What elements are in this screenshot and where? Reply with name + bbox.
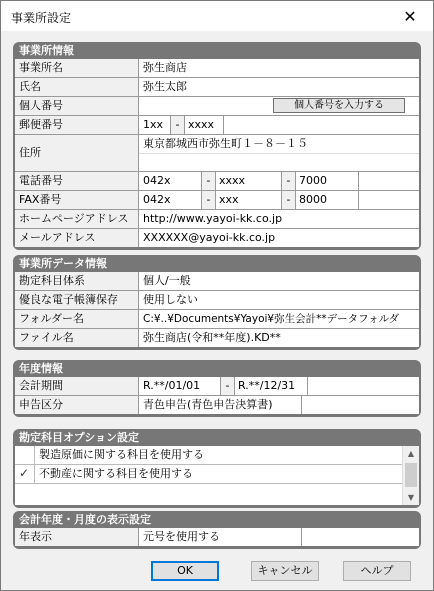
option-label-manufacturing: 製造原価に関する科目を使用する [39, 448, 204, 461]
scroll-thumb[interactable] [405, 463, 417, 487]
system-value: 個人/一般 [143, 274, 191, 287]
mail-label: メールアドレス [15, 229, 139, 247]
data-info-header: 事業所データ情報 [19, 257, 107, 270]
cancel-button[interactable]: キャンセル [251, 561, 319, 581]
fax-row [15, 191, 419, 210]
file-row [15, 329, 419, 347]
tel-last-field[interactable]: 7000 [295, 172, 359, 190]
mynumber-label: 個人番号 [15, 97, 139, 115]
enter-mynumber-button[interactable]: 個人番号を入力する [273, 98, 405, 113]
option-checkbox-realestate[interactable] [15, 465, 35, 483]
year-display-row [15, 528, 419, 546]
year-info-section [13, 360, 421, 417]
display-section [13, 511, 421, 549]
tel-middle-field[interactable]: xxxx [215, 172, 281, 190]
address-line2-field[interactable] [139, 153, 419, 154]
office-name-field[interactable]: 弥生商店 [143, 61, 187, 74]
options-list [15, 446, 419, 505]
zip-row [15, 116, 419, 135]
period-start: R.**/01/01 [143, 379, 201, 392]
return-row [15, 396, 419, 414]
address-row [15, 135, 419, 172]
mail-row [15, 229, 419, 247]
year-info-header: 年度情報 [19, 362, 63, 375]
title-bar [1, 1, 433, 31]
return-value: 青色申告(青色申告決算書) [140, 396, 302, 414]
office-info-header: 事業所情報 [19, 44, 74, 57]
check-icon: ✓ [19, 466, 30, 480]
fax-area-field[interactable]: 042x [143, 193, 171, 206]
office-info-section [13, 42, 421, 250]
folder-value: C:¥..¥Documents¥Yayoi¥弥生会計**データフォルダ [143, 313, 400, 325]
tel-area-field[interactable]: 042x [143, 174, 171, 187]
ok-button[interactable]: OK [151, 561, 219, 581]
office-info-grid [15, 59, 419, 247]
system-label: 勘定科目体系 [15, 272, 139, 290]
option-checkbox-manufacturing[interactable] [15, 446, 35, 464]
ebook-value: 使用しない [143, 293, 198, 306]
data-info-section [13, 255, 421, 350]
zip-label: 郵便番号 [15, 116, 139, 134]
file-label: ファイル名 [15, 329, 139, 347]
mynumber-row [15, 97, 419, 116]
ebook-label: 優良な電子帳簿保存 [15, 291, 139, 309]
tel-separator-2: - [281, 172, 295, 190]
tel-row [15, 172, 419, 191]
file-value: 弥生商店(令和**年度).KD** [143, 331, 281, 344]
option-item-realestate[interactable] [15, 465, 419, 484]
fax-last-field[interactable]: 8000 [295, 191, 359, 209]
data-info-grid [15, 272, 419, 347]
year-display-select[interactable]: 元号を使用する [140, 528, 302, 546]
tel-label: 電話番号 [15, 172, 139, 190]
mail-field[interactable]: XXXXXX@yayoi-kk.co.jp [143, 231, 276, 244]
person-name-field[interactable]: 弥生太郎 [143, 80, 187, 93]
fax-separator-2: - [281, 191, 295, 209]
options-scrollbar[interactable] [402, 446, 419, 505]
help-button[interactable]: ヘルプ [343, 561, 411, 581]
return-label: 申告区分 [15, 396, 139, 414]
person-name-label: 氏名 [15, 78, 139, 96]
options-header: 勘定科目オプション設定 [19, 431, 140, 444]
close-button[interactable] [387, 1, 433, 31]
office-name-row [15, 59, 419, 78]
zip-second-field[interactable]: xxxx [184, 116, 224, 134]
zip-first-field[interactable]: 1xx [143, 118, 164, 131]
fax-separator-1: - [201, 191, 215, 209]
system-row [15, 272, 419, 291]
period-separator: - [220, 377, 234, 395]
period-end: R.**/12/31 [234, 377, 308, 395]
option-label-realestate: 不動産に関する科目を使用する [39, 467, 193, 480]
person-name-row [15, 78, 419, 97]
scroll-down-icon[interactable]: ▼ [407, 493, 415, 502]
close-icon: ✕ [403, 6, 417, 26]
zip-separator: - [170, 116, 184, 134]
address-field[interactable]: 東京都城西市弥生町１－８－１５ [143, 137, 308, 150]
year-display-label: 年表示 [15, 528, 139, 546]
period-label: 会計期間 [15, 377, 139, 395]
fax-middle-field[interactable]: xxx [215, 191, 281, 209]
folder-label: フォルダー名 [15, 310, 139, 328]
options-section [13, 429, 421, 508]
period-row [15, 377, 419, 396]
fax-label: FAX番号 [15, 191, 139, 209]
ebook-row [15, 291, 419, 310]
homepage-field[interactable]: http://www.yayoi-kk.co.jp [143, 212, 283, 225]
address-label: 住所 [15, 135, 139, 171]
year-info-grid [15, 377, 419, 414]
dialog-title: 事業所設定 [11, 11, 72, 25]
folder-row [15, 310, 419, 329]
display-grid [15, 528, 419, 546]
homepage-row [15, 210, 419, 229]
option-item-manufacturing[interactable] [15, 446, 419, 465]
tel-separator-1: - [201, 172, 215, 190]
office-name-label: 事業所名 [15, 59, 139, 77]
homepage-label: ホームページアドレス [15, 210, 139, 228]
display-header: 会計年度・月度の表示設定 [19, 513, 151, 526]
scroll-up-icon[interactable]: ▲ [407, 449, 415, 458]
